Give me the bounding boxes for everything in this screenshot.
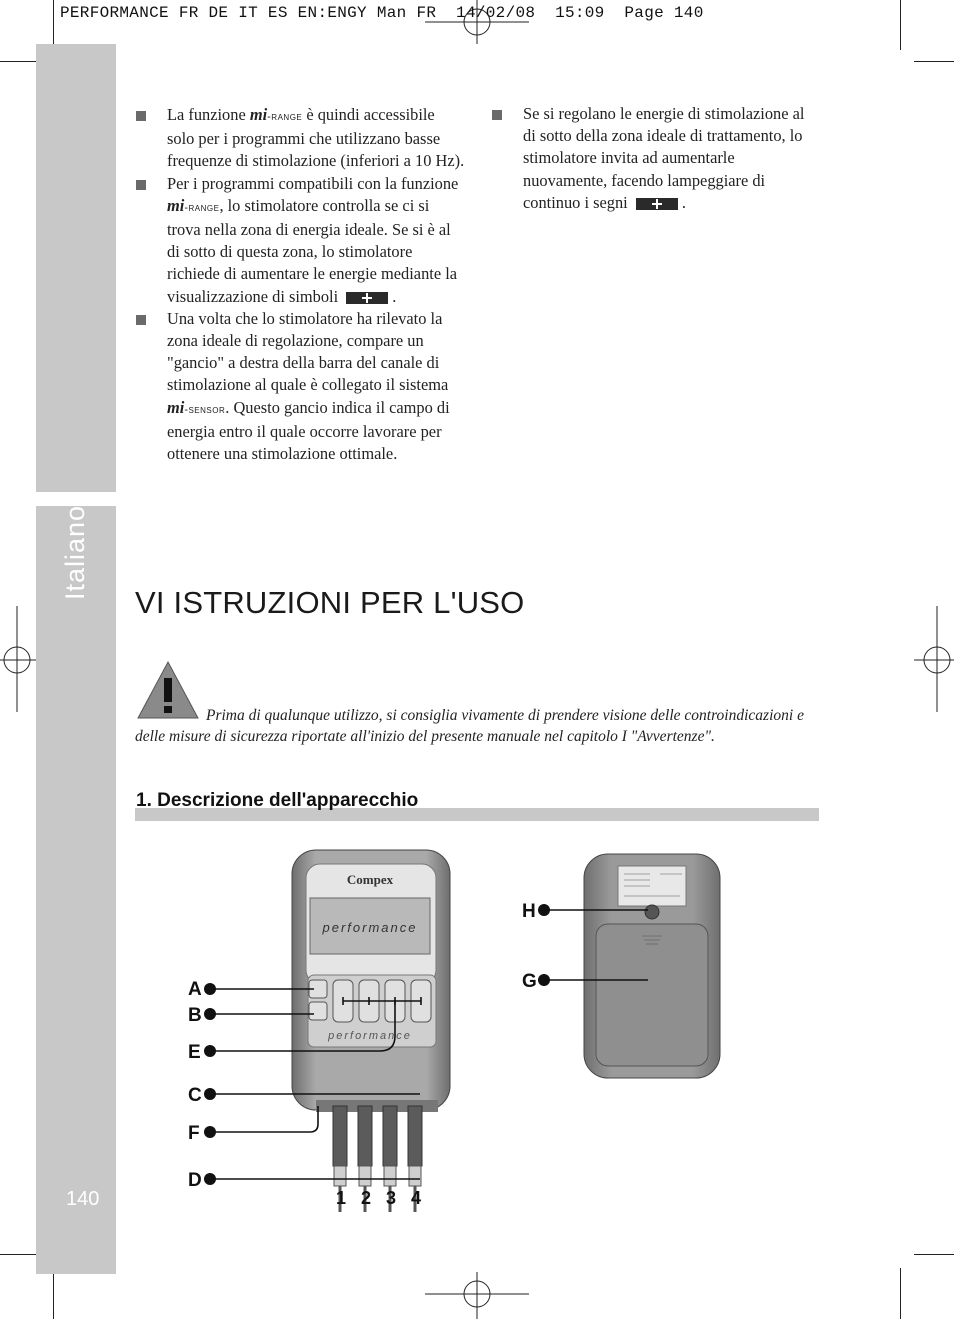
- section-title: VI ISTRUZIONI PER L'USO: [135, 585, 525, 620]
- mi-logo: mi: [167, 397, 185, 417]
- callout-d: D: [188, 1170, 202, 1191]
- brand-text: Compex: [346, 872, 394, 887]
- callout-a: A: [188, 979, 202, 1000]
- language-label: Italiano: [60, 504, 90, 600]
- text: Per i programmi compatibili con la funzione: [167, 173, 459, 193]
- text: è quindi accessibile solo per i programmi che utilizzano basse frequenze di stimolazione (inferiori a 10 Hz).: [167, 105, 465, 171]
- page-number: 140: [66, 1188, 100, 1210]
- channel-number: 4: [410, 1188, 422, 1208]
- text: Se si regolano le energie di stimolazione al di sotto della zona ideale di trattamento, lo stimolatore invita ad aumentarle nuovamente, facendo lampeggiare di continuo i segni: [523, 104, 805, 212]
- text: .: [392, 286, 397, 306]
- callout-e: E: [188, 1042, 201, 1063]
- print-header: PERFORMANCE FR DE IT ES EN:ENGY Man FR 14/02/08 15:09 Page 140: [60, 4, 704, 22]
- callout-f: F: [188, 1123, 200, 1144]
- device-back: [584, 854, 720, 1078]
- screen-text: performance: [322, 920, 418, 935]
- device-front: [292, 850, 450, 1212]
- text: . Questo gancio indica il campo di energia entro il quale occorre lavorare per ottenere una stimolazione ottimale.: [167, 397, 450, 464]
- text: , lo stimolatore controlla se ci si trova nella zona di energia ideale. Se si è al di sotto di questa zona, lo stimolatore richiede di aumentare le energie mediante la visualizzazione di simboli: [167, 195, 458, 306]
- body-text: performance: [328, 1030, 412, 1042]
- text: La funzione: [167, 105, 250, 124]
- mi-logo: mi: [167, 195, 185, 215]
- warning-text: Prima di qualunque utilizzo, si consiglia vivamente di prendere visione delle controindicazioni e delle misure di sicurezza riportate all'inizio del presente manuale nel capitolo I "Avvertenze".: [135, 707, 804, 745]
- channel-number: 1: [335, 1188, 347, 1208]
- callout-c: C: [188, 1085, 202, 1106]
- range-label: -range: [184, 201, 220, 214]
- callout-b: B: [188, 1005, 202, 1026]
- subsection-title: 1. Descrizione dell'apparecchio: [136, 790, 419, 811]
- channel-number: 3: [385, 1188, 397, 1208]
- callout-g: G: [522, 971, 537, 992]
- sensor-label: -sensor: [184, 403, 226, 416]
- channel-number: 2: [360, 1188, 372, 1208]
- callout-h: H: [522, 901, 536, 922]
- text: Una volta che lo stimolatore ha rilevato la zona ideale di regolazione, compare un "gancio" a destra della barra del canale di stimolazione al quale è collegato il sistema: [167, 308, 449, 395]
- text: .: [681, 192, 686, 212]
- range-label: -range: [267, 111, 303, 123]
- mi-logo: mi: [249, 105, 268, 124]
